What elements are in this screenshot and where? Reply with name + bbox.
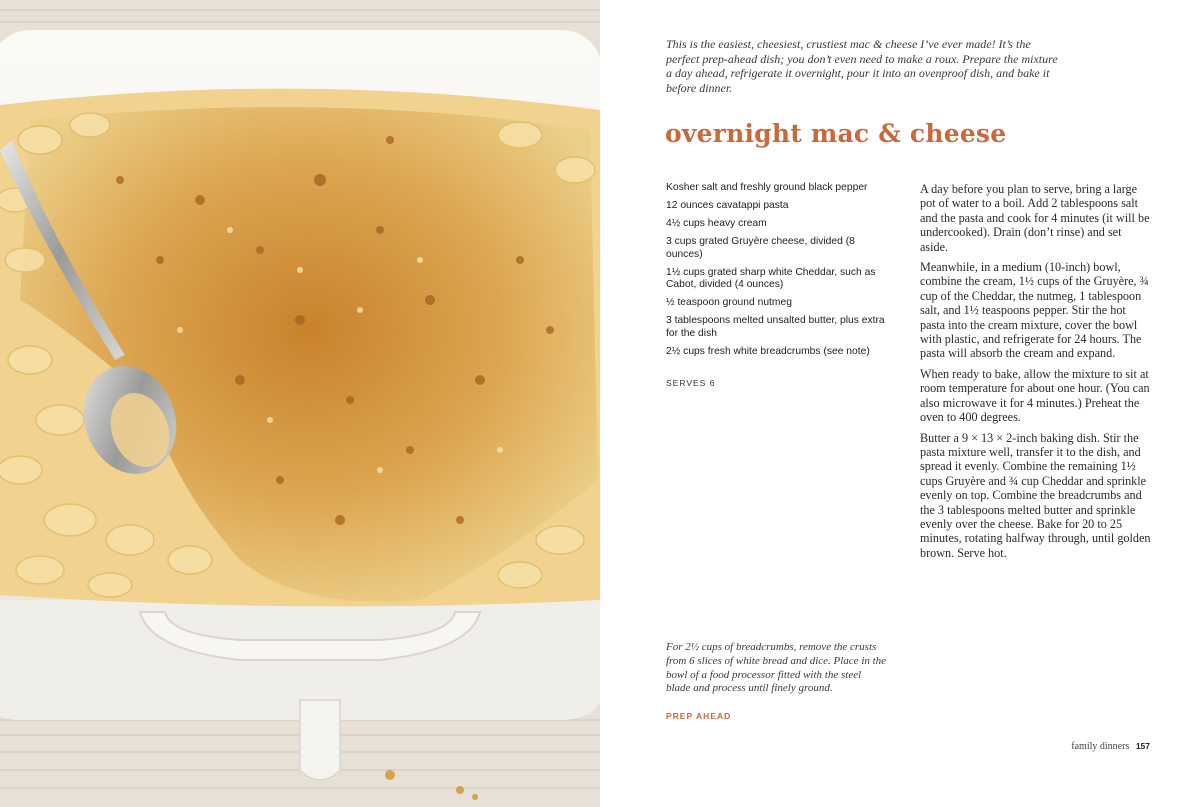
page-footer	[1071, 741, 1150, 752]
recipe-page	[600, 0, 1200, 807]
ingredient-item: 4½ cups heavy cream	[666, 218, 767, 229]
page-number: 157	[1135, 741, 1150, 751]
ingredient-item: ½ teaspoon ground nutmeg	[666, 297, 792, 308]
method-step: Butter a 9 × 13 × 2-inch baking dish. Stir the pasta mixture well, transfer it to the dish, and spread it evenly. Combine the remaining 1½ cups Gruyère and ¾ cup Cheddar and sprinkle evenly on top. Combine the breadcrumbs and the 3 tablespoons melted butter and sprinkle evenly over the cheese. Bake for 20 to 25 minutes, rotating halfway through, until golden brown. Serve hot.	[920, 430, 1151, 560]
ingredient-list	[666, 182, 891, 364]
section-name: family dinners	[1071, 741, 1130, 752]
ingredient-item: 2½ cups fresh white breadcrumbs (see note)	[666, 345, 870, 357]
serves-label: SERVES 6	[666, 378, 716, 388]
recipe-title: overnight mac & cheese	[665, 119, 1007, 148]
ingredient-item: 1½ cups grated sharp white Cheddar, such as Cabot, divided (4 ounces)	[666, 266, 876, 290]
ingredient-item: 3 cups grated Gruyère cheese, divided (8 ounces)	[666, 236, 855, 260]
method-step: Meanwhile, in a medium (10-inch) bowl, combine the cream, 1½ cups of the Gruyère, ¾ cup of the Cheddar, the nutmeg, 1 tablespoon salt, and 1½ teaspoons pepper. Stir the hot pasta into the cream mixture, cover the bowl with plastic, and refrigerate for 24 hours. The pasta will absorb the cream and expand.	[920, 260, 1149, 361]
ingredient-item: Kosher salt and freshly ground black pepper	[666, 182, 868, 193]
method-step: A day before you plan to serve, bring a large pot of water to a boil. Add 2 tablespoons salt and the pasta and cook for 4 minutes (it will be undercooked). Drain (don’t rinse) and set aside.	[920, 182, 1150, 254]
breadcrumb-note: For 2½ cups of breadcrumbs, remove the crusts from 6 slices of white bread and dice. Place in the bowl of a food processor fitted with the steel blade and process until finely ground.	[666, 641, 887, 695]
ingredient-item: 12 ounces cavatappi pasta	[666, 200, 789, 211]
prep-ahead-label: PREP AHEAD	[666, 711, 732, 721]
ingredient-item: 3 tablespoons melted unsalted butter, plus extra for the dish	[666, 315, 885, 339]
method-steps	[920, 182, 1152, 566]
method-step: When ready to bake, allow the mixture to sit at room temperature for about one hour. (You can also microwave it for 4 minutes.) Preheat the oven to 400 degrees.	[920, 366, 1150, 425]
recipe-intro: This is the easiest, cheesiest, crustiest mac & cheese I’ve ever made! It’s the perfect prep-ahead dish; you don’t even need to make a roux. Prepare the mixture a day ahead, refrigerate it overnight, pour it into an ovenproof dish, and bake it before dinner.	[666, 37, 1058, 95]
